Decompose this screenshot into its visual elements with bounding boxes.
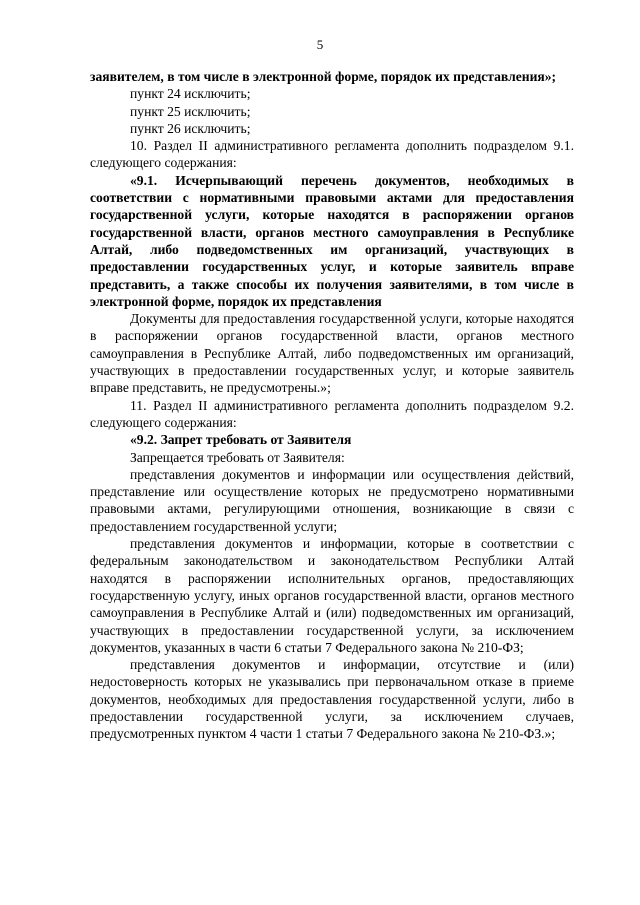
paragraph-12: представления документов и информации, которые в соответствии с федеральным законодательством и законодательством Республики Алтай находятся в распоряжении исполнительных органов, предоставляющих государственную услугу, иных органов государственной власти, органов местного самоуправления в Республике Алтай и (или) подведомственных им организаций, участвующих в предоставлении государственной услуги, за исключением документов, указанных в части 6 статьи 7 Федерального закона № 210-ФЗ; <box>90 536 574 655</box>
paragraph-5: 10. Раздел II административного регламента дополнить подразделом 9.1. следующего содержания: <box>90 138 574 171</box>
paragraph-8: 11. Раздел II административного регламента дополнить подразделом 9.2. следующего содержания: <box>90 397 574 430</box>
page-number: 5 <box>316 37 324 52</box>
paragraph-7: Документы для предоставления государственной услуги, которые находятся в распоряжении органов государственной власти, органов местного самоуправления в Республике Алтай, либо подведомственных им организаций, участвующих в предоставлении государственных услуг, и которые заявитель вправе представить, не предусмотрены.»; <box>90 311 574 396</box>
paragraph-2: пункт 24 исключить; <box>130 86 251 102</box>
paragraph-10: Запрещается требовать от Заявителя: <box>130 449 345 465</box>
paragraph-1: заявителем, в том числе в электронной форме, порядок их представления»; <box>90 69 557 84</box>
paragraph-13: представления документов и информации, отсутствие и (или) недостоверность которых не указывались при первоначальном отказе в приеме документов, необходимых для предоставления государственной услуги, либо в предоставлении государственной услуги, за исключением случаев, предусмотренных пунктом 4 части 1 статьи 7 Федерального закона № 210-ФЗ.»; <box>90 657 574 742</box>
subsection-9-1-heading: «9.1. Исчерпывающий перечень документов, необходимых в соответствии с нормативными правовыми актами для предоставления государственной услуги, которые находятся в распоряжении органов государственной власти, органов местного самоуправления в Республике Алтай, либо подведомственных им организаций, участвующих в предоставлении государственных услуг, и которые заявитель вправе представить, а также способы их получения заявителями, в том числе в электронной форме, порядок их представления <box>90 172 574 309</box>
document-body <box>90 68 574 743</box>
subsection-9-2-heading: «9.2. Запрет требовать от Заявителя <box>130 432 352 448</box>
paragraph-4: пункт 26 исключить; <box>130 120 251 136</box>
paragraph-3: пункт 25 исключить; <box>130 103 251 119</box>
paragraph-11: представления документов и информации или осуществления действий, представление или осуществление которых не предусмотрено нормативными правовыми актами, регулирующими отношения, возникающие в связи с предоставлением государственной услуги; <box>90 466 574 534</box>
